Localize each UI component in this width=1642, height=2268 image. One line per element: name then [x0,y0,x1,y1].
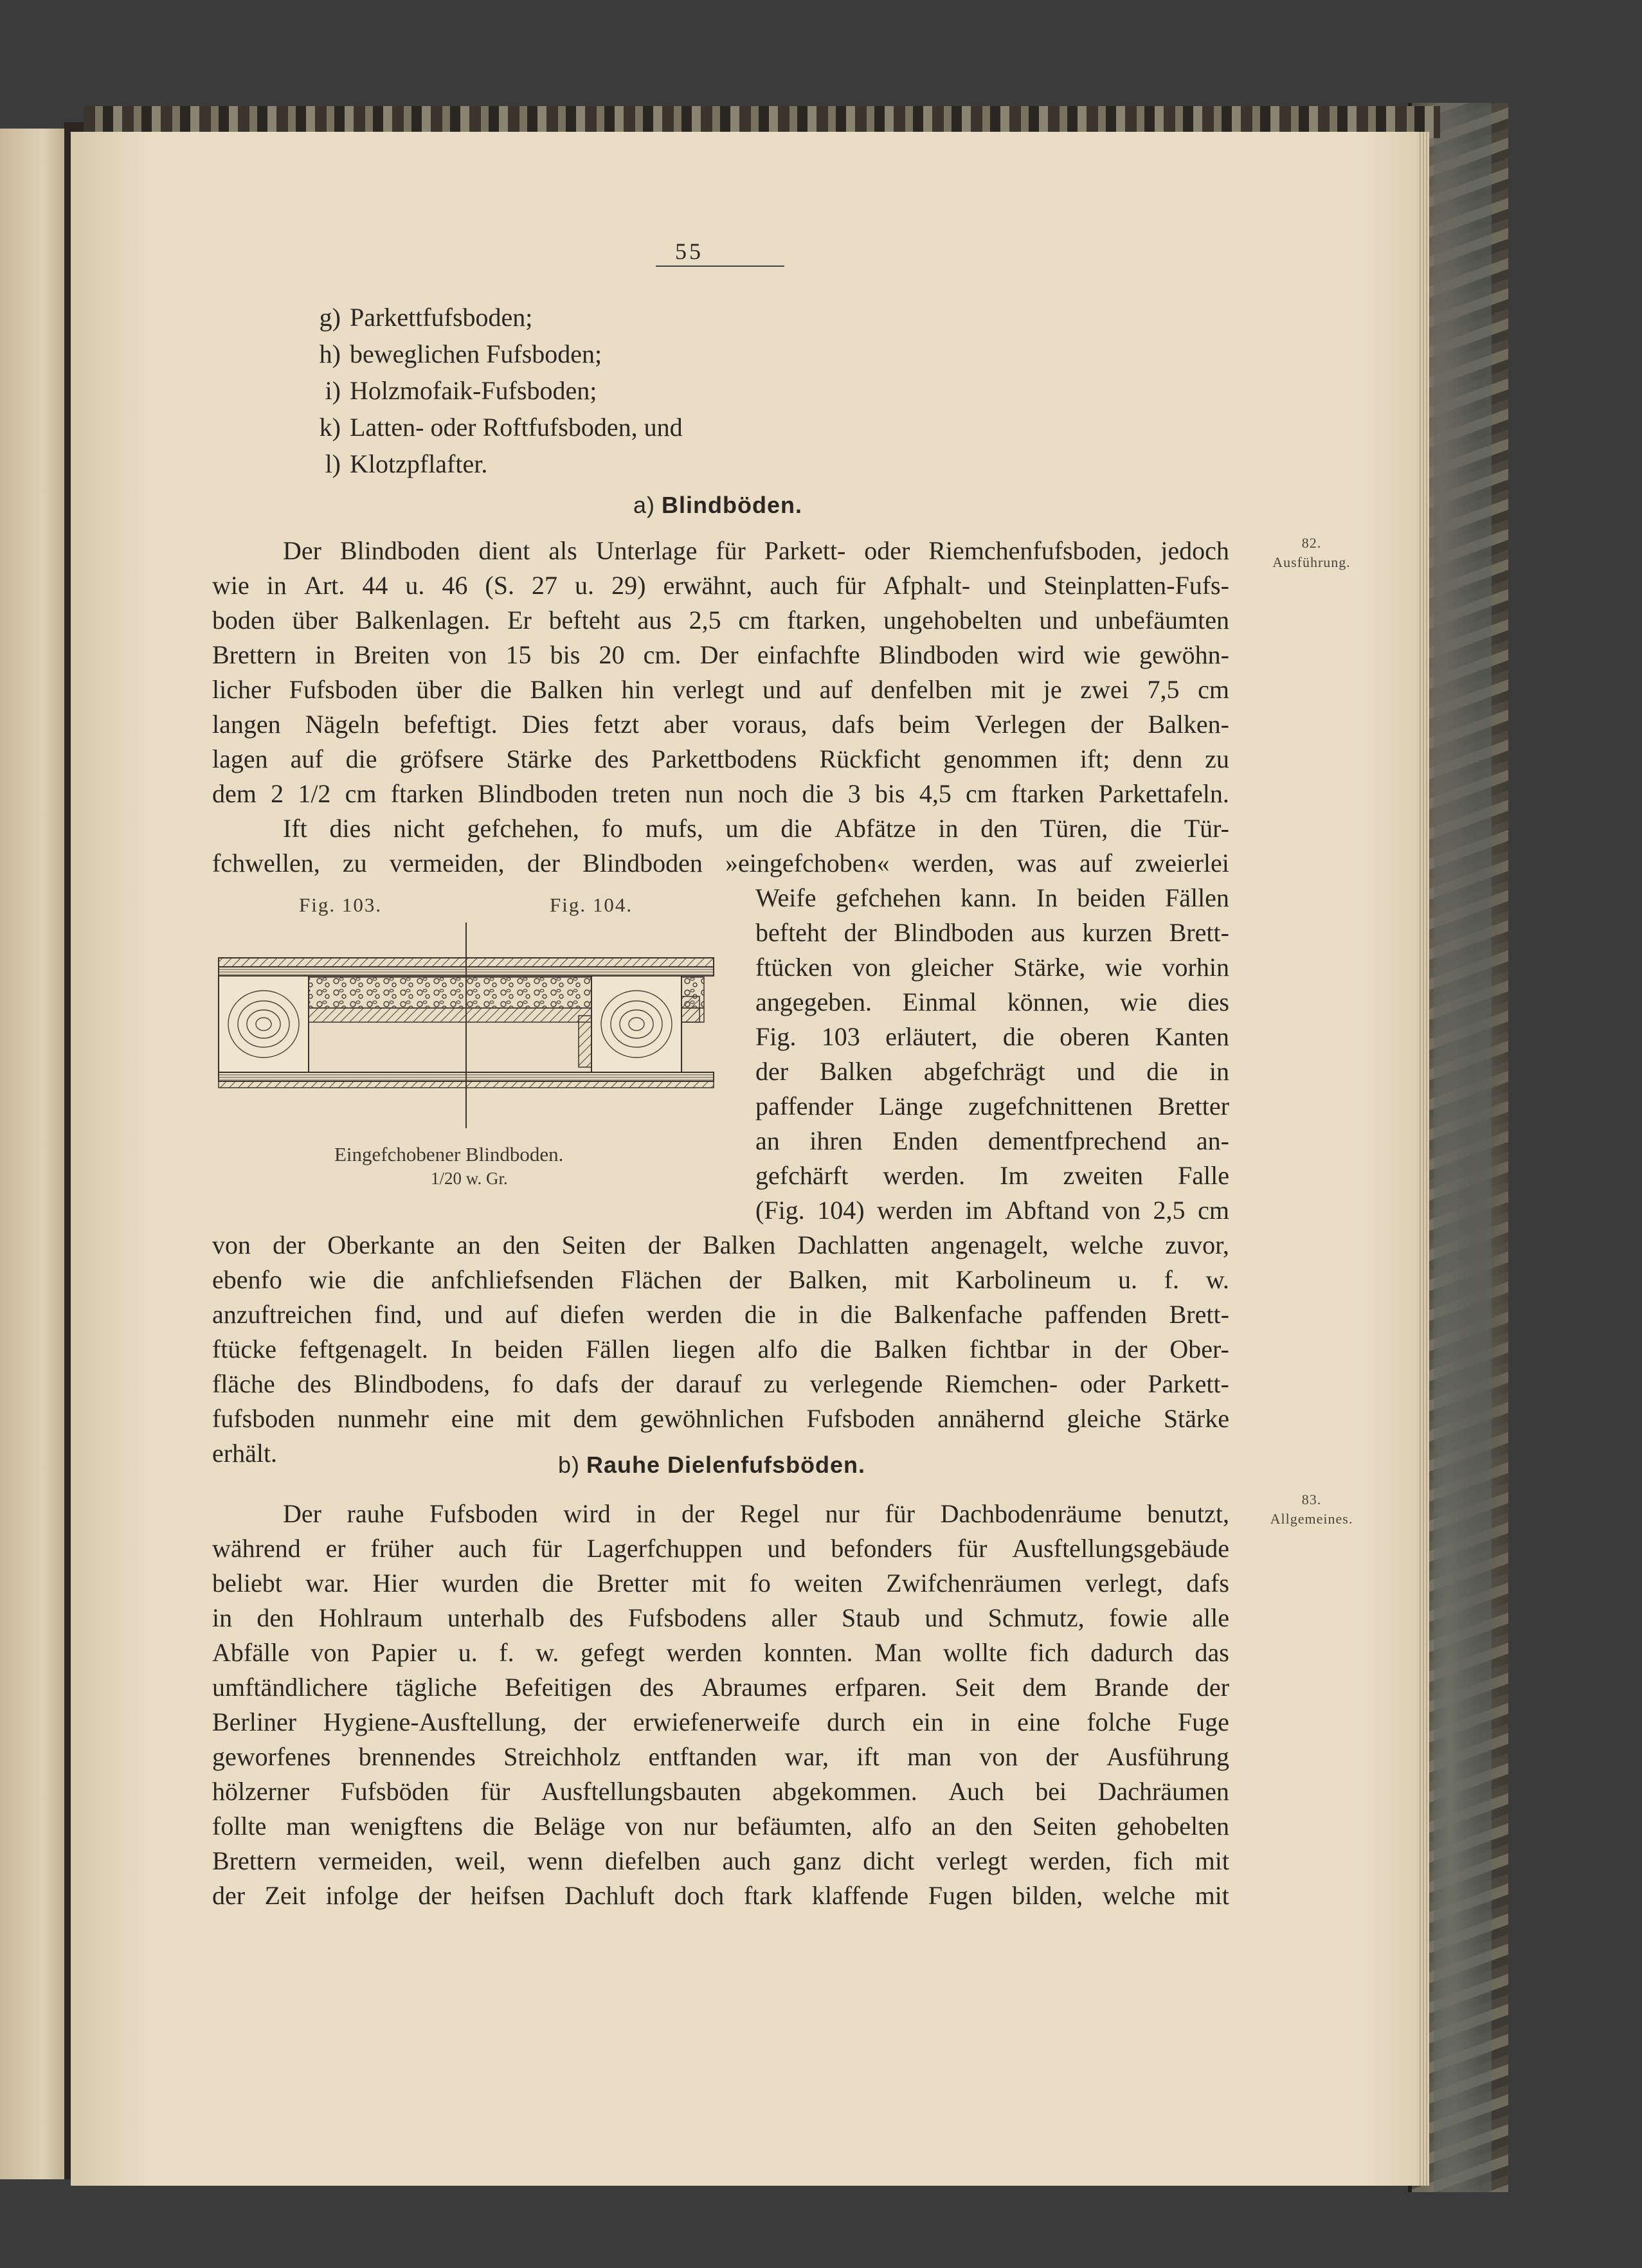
text-line: Fig. 103 erläutert, die oberen Kanten [755,1022,1229,1051]
figure-103-label: Fig. 103. [299,894,383,916]
text-line: lagen auf die gröfsere Stärke des Parkettbodens Rückficht genommen ift; denn zu [212,744,1229,773]
text-line: ebenfo wie die anfchliefsenden Flächen der Balken, mit Karbolineum u. f. w. [212,1265,1229,1294]
text-line: umftändlichere tägliche Befeitigen des Abraumes erfparen. Seit dem Brande der [212,1673,1229,1702]
blind-floor-cross-section-figure [215,919,717,1131]
text-line: wie in Art. 44 u. 46 (S. 27 u. 29) erwähnt, auch für Afphalt- und Steinplatten-Fufs- [212,571,1229,600]
text-line: von der Oberkante an den Seiten der Balken Dachlatten angenagelt, welche zuvor, [212,1230,1229,1259]
text-line: fchwellen, zu vermeiden, der Blindboden »eingefchoben« werden, was auf zweierlei [212,849,1229,878]
text-line: fläche des Blindbodens, fo dafs der darauf zu verlegende Riemchen- oder Parkett- [212,1369,1229,1398]
text-line: paffender Länge zugefchnittenen Bretter [755,1092,1229,1120]
text-line: gefchärft werden. Im zweiten Falle [755,1161,1229,1190]
text-line: licher Fufsboden über die Balken hin verlegt und auf denfelben mit je zwei 7,5 cm [212,675,1229,704]
text-line: ftücke feftgenagelt. In beiden Fällen liegen alfo die Balken fichtbar in der Ober- [212,1335,1229,1364]
text-line: erhält. [212,1439,278,1468]
text-line: Brettern in Breiten von 15 bis 20 cm. Der einfachfte Blindboden wird wie gewöhn- [212,640,1229,669]
text-line: follte man wenigftens die Beläge von nur befäumten, alfo an den Seiten gehobelten [212,1812,1229,1841]
text-line: anzuftreichen find, und auf diefen werden die in die Balkenfache paffenden Brett- [212,1300,1229,1329]
section-a-paragraph-2-column [755,881,1229,1228]
text-line: Der Blindboden dient als Unterlage für Parkett- oder Riemchenfufsboden, jedoch [283,536,1229,565]
text-line: geworfenes brennendes Streichholz entftanden war, ift man von der Ausführung [212,1742,1229,1771]
text-line: beliebt war. Hier wurden die Bretter mit fo weiten Zwifchenräumen verlegt, dafs [212,1569,1229,1598]
floor-boards [219,958,714,967]
section-a-paragraph-2 [212,811,1229,881]
text-line: dem 2 1/2 cm ftarken Blindboden treten nun noch die 3 bis 4,5 cm ftarken Parkettafeln. [212,779,1229,808]
blind-floor-layer [219,967,714,976]
text-line: an ihren Enden dementfprechend an- [755,1126,1229,1155]
ceiling-plaster [219,1081,714,1088]
text-line: in den Hohlraum unterhalb des Fufsbodens aller Staub und Schmutz, fowie alle [212,1603,1229,1632]
margin-note-83: 83. Allgemeines. [1270,1491,1353,1527]
text-line: Brettern vermeiden, weil, wenn diefelben auch ganz dicht verlegt werden, fich mit [212,1846,1229,1875]
text-line: Berliner Hygiene-Ausftellung, der erwiefenerweife durch ein in eine folche Fuge [212,1707,1229,1736]
ceiling-boards [219,1072,714,1081]
list-item: l) Klotzpflafter. [325,449,488,478]
text-line: befteht der Blindboden aus kurzen Brett- [755,918,1229,947]
text-line: (Fig. 104) werden im Abftand von 2,5 cm [755,1196,1229,1225]
figure-caption: Eingefchobener Blindboden. [334,1143,564,1166]
text-line: Der rauhe Fufsboden wird in der Regel nur für Dachbodenräume benutzt, [283,1499,1229,1528]
text-line: der Zeit infolge der heifsen Dachluft doch ftark klaffende Fugen bilden, welche mit [212,1881,1229,1910]
figure-104-label: Fig. 104. [550,894,633,916]
facing-page-edge [0,129,71,2179]
figure-scale: 1/20 w. Gr. [431,1169,508,1188]
margin-note-82: 82. Ausführung. [1272,535,1351,570]
list-item: k) Latten- oder Roftfufsboden, und [319,413,683,442]
list-item: h) beweglichen Fufsboden; [319,339,602,368]
page-number-rule [656,266,784,267]
text-line: der Balken abgefchrägt und die in [755,1057,1229,1086]
page-number: 55 [675,239,703,264]
text-line: Weife gefchehen kann. In beiden Fällen [755,883,1229,912]
text-line: boden über Balkenlagen. Er befteht aus 2,5 cm ftarken, ungehobelten und unbefäumten [212,606,1229,634]
text-line: Abfälle von Papier u. f. w. gefegt werden konnten. Man wollte fich dadurch das [212,1638,1229,1667]
text-line: angegeben. Einmal können, wie dies [755,987,1229,1016]
section-b-heading: b) Rauhe Dielenfufsböden. [558,1452,866,1478]
text-line: hölzerner Fufsböden für Ausftellungsbauten abgekommen. Auch bei Dachräumen [212,1777,1229,1806]
section-a-heading: a) Blindböden. [633,492,802,518]
section-a-paragraph-1 [212,534,1229,811]
batten-left [579,1016,591,1067]
text-line: ftücken von gleicher Stärke, wie vorhin [755,953,1229,982]
batten-right [681,996,699,1022]
page-stack-edges [1418,132,1429,2186]
cover-spine-edge [1434,103,1492,2192]
section-a-paragraph-2-continued [212,1228,1229,1471]
list-item: i) Holzmofaik-Fufsboden; [325,376,597,405]
text-line: fufsboden nunmehr eine mit dem gewöhnlichen Fufsboden annähernd gleiche Stärke [212,1404,1229,1433]
text-line: während er früher auch für Lagerfchuppen und befonders für Ausftellungsgebäude [212,1534,1229,1563]
flooring-type-list [309,299,683,482]
list-item: g) Parkettfufsboden; [319,303,533,332]
text-line: langen Nägeln befeftigt. Dies fetzt aber voraus, dafs beim Verlegen der Balken- [212,710,1229,739]
section-b-paragraph [212,1497,1229,1913]
text-line: Ift dies nicht gefchehen, fo mufs, um die Abfätze in den Türen, die Tür- [283,814,1229,843]
